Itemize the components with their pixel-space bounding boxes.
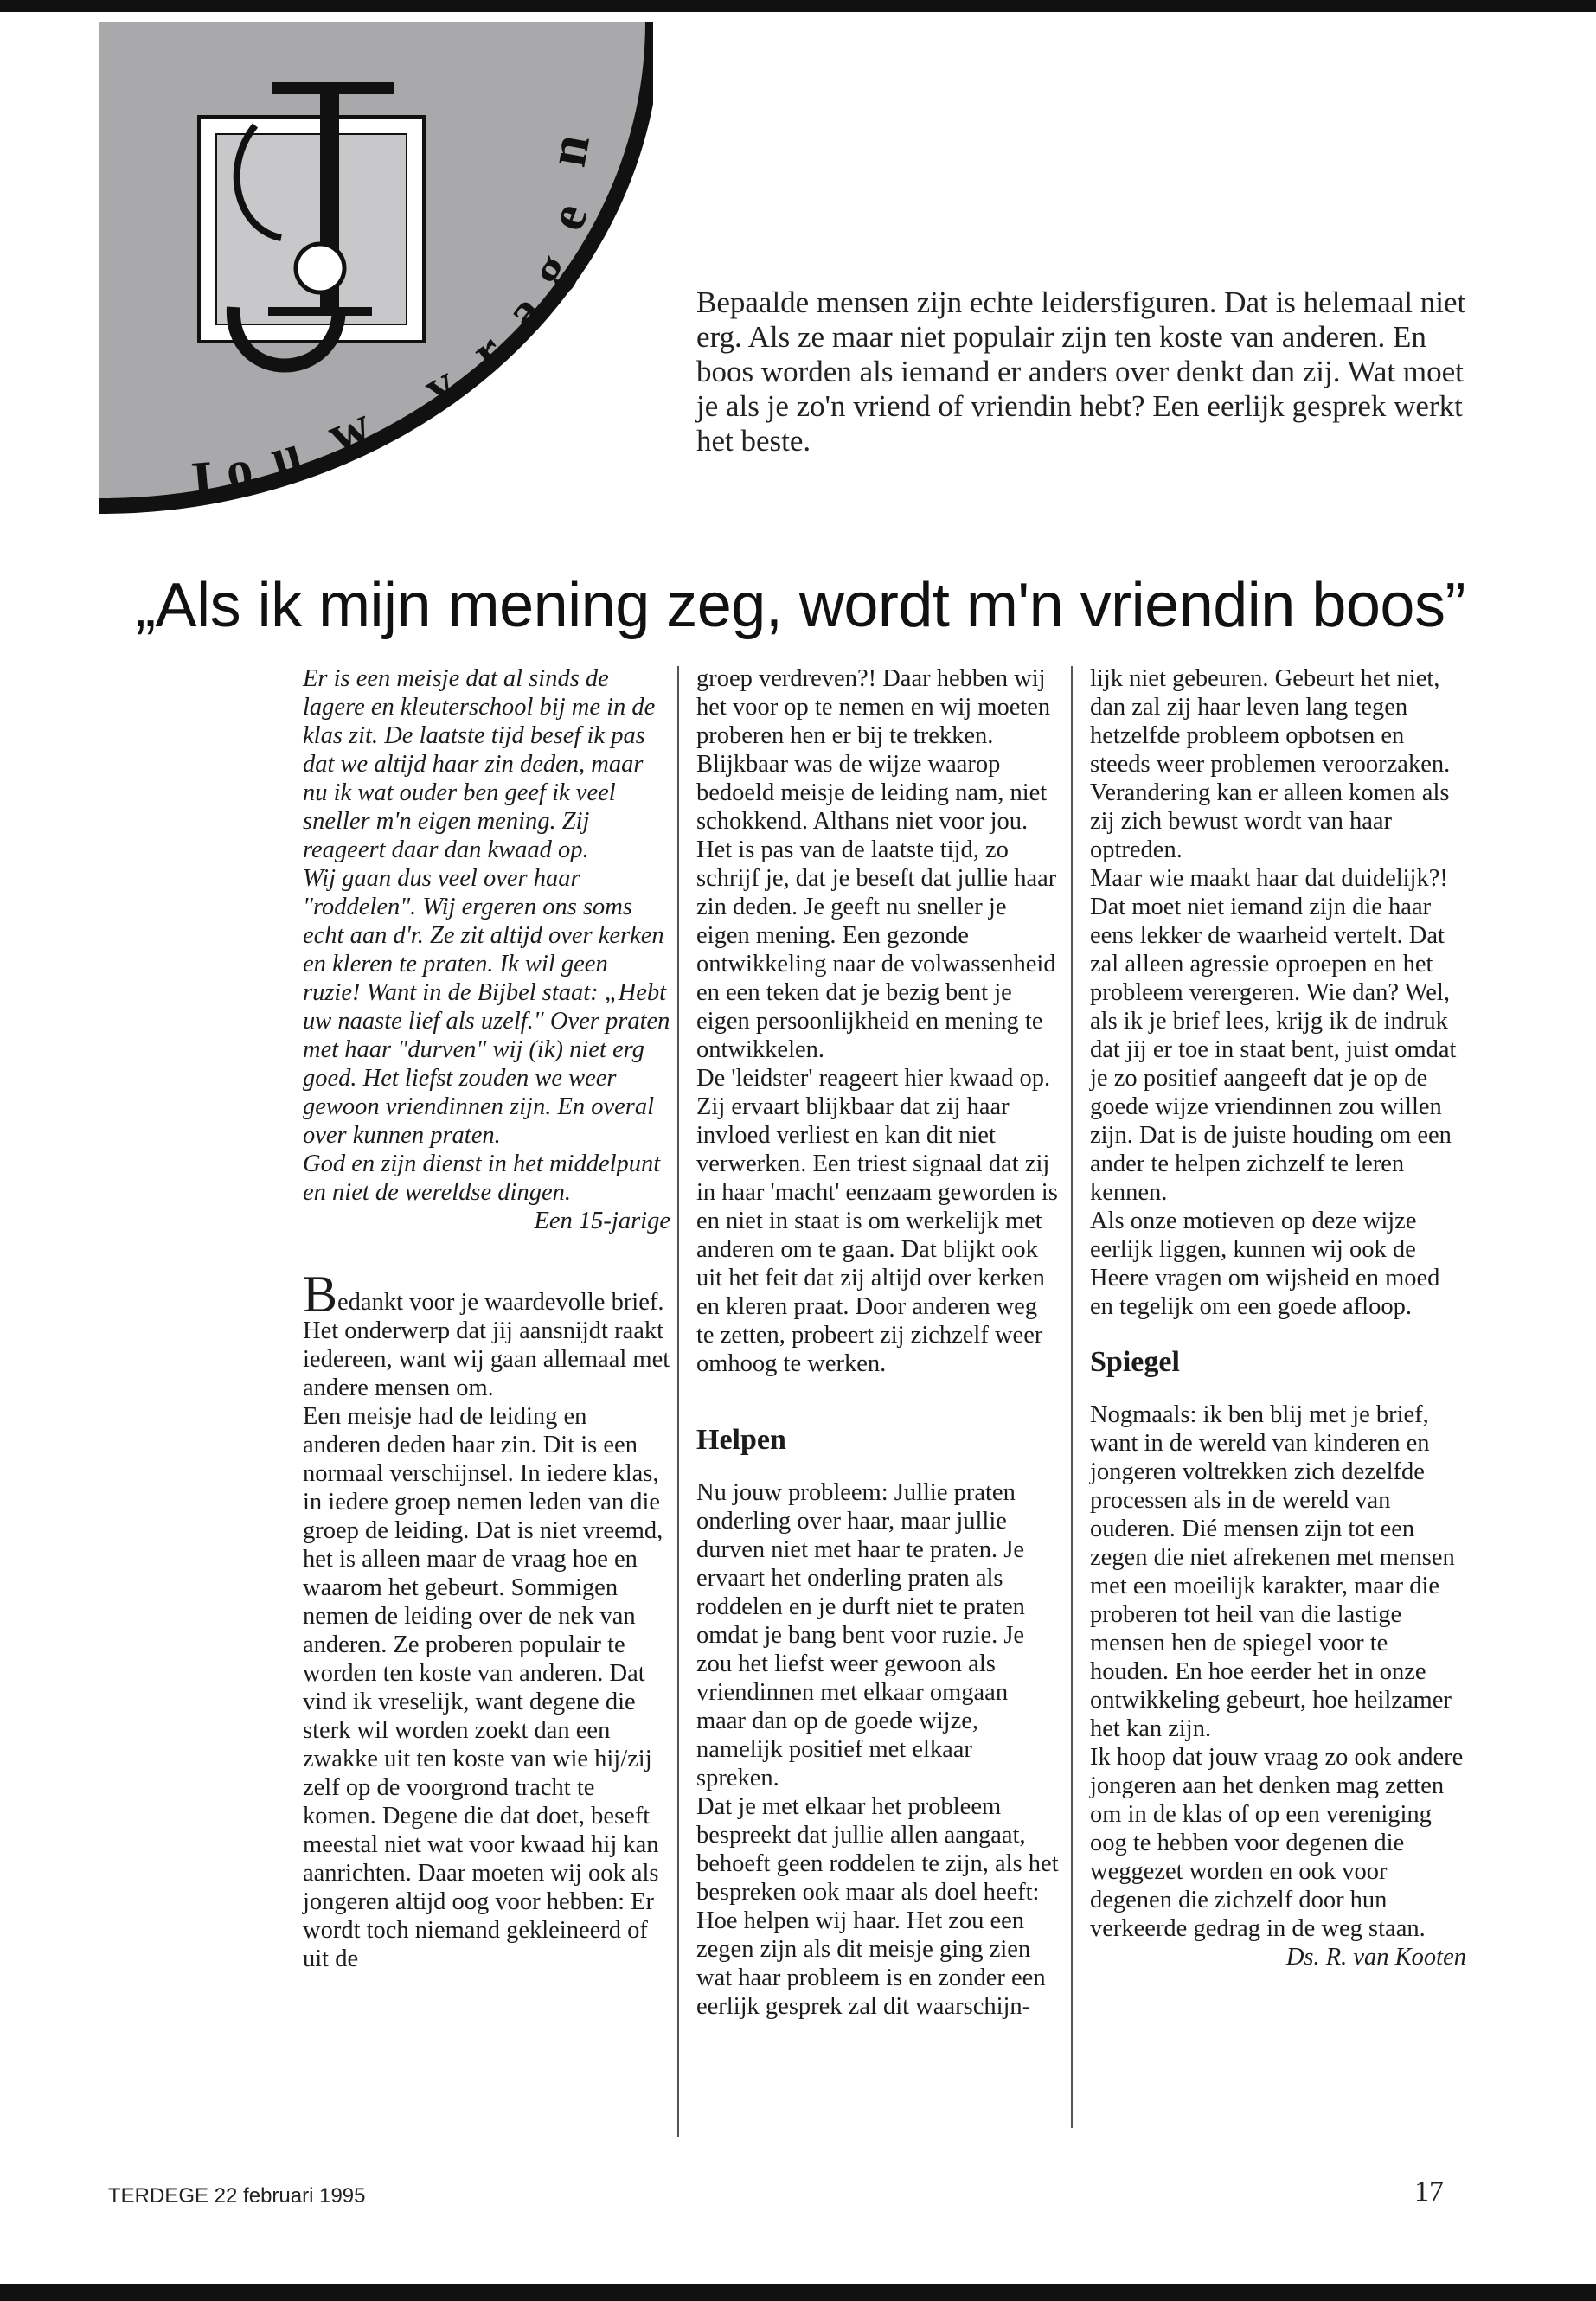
subheading-helpen: Helpen <box>696 1424 786 1456</box>
article-column-2 <box>696 664 1060 2021</box>
logo-word-letter: v <box>413 354 465 417</box>
page-number: 17 <box>1414 2176 1444 2208</box>
intro-text <box>696 285 1475 458</box>
answer-paragraph: Als onze motieven op deze wijze eerlijk liggen, kunnen wij ook de Heere vragen om wijsheid en moed en tegelijk om een goede afloop. <box>1090 1208 1440 1320</box>
logo-word-letter: o <box>221 439 257 500</box>
jouw-vragen-logo-graphic <box>99 22 653 541</box>
headline: „Als ik mijn mening zeg, wordt m'n vriendin boos” <box>135 571 1465 640</box>
jouw-vragen-logo <box>99 22 653 541</box>
answer-paragraph: Nu jouw probleem: Jullie praten onderling over haar, maar jullie durven niet met haar te praten. Je ervaart het onderling praten als roddelen en je durft niet te praten omdat je bang bent voor ruzie. Je zou het liefst weer gewoon als vriendinnen met elkaar omgaan maar dan op de goede wijze, namelijk positief met elkaar spreken. <box>696 1479 1025 1791</box>
logo-word-letter: a <box>493 283 554 341</box>
intro-paragraph: Bepaalde mensen zijn echte leidersfiguren. Dat is helemaal niet erg. Als ze maar niet populair zijn ten koste van anderen. En boos worden als iemand er anders over denkt dan zij. Wat moet je als je zo'n vriend of vriendin hebt? Een eerlijk gesprek werkt het beste. <box>696 285 1466 458</box>
logo-word-letter: n <box>535 130 601 171</box>
logo-word-letter: J <box>181 449 216 515</box>
answer-paragraph: Nogmaals: ik ben blij met je brief, want in de wereld van kinderen en jongeren voltrekken zich dezelfde processen als in de wereld van ouderen. Dié mensen zijn tot een zegen die niet afrekenen met mensen met een moeilijk karakter, maar die proberen tot heil van die lastige mensen hen de spiegel voor te houden. En hoe eerder het in onze ontwikkeling gebeurt, hoe heilzamer het kan zijn. <box>1090 1401 1455 1742</box>
answer-paragraph: Maar wie maakt haar dat duidelijk?! Dat moet niet iemand zijn die haar eens lekker de waarheid vertelt. Dat zal alleen agressie oproepen en het probleem verergeren. Wie dan? Wel, als ik je brief lees, krijg ik de indruk dat jij er toe in staat bent, juist omdat je zo positief aangeeft dat je op de goede wijze vriendinnen zou willen zijn. Dat is de juiste houding om een ander te helpen zichzelf te leren kennen. <box>1090 865 1457 1206</box>
bottom-edge-bar <box>0 2284 1596 2301</box>
answer-paragraph: Blijkbaar was de wijze waarop bedoeld meisje de leiding nam, niet schokkend. Althans niet voor jou. Het is pas van de laatste tijd, zo schrijf je, dat je beseft dat jullie haar zin deden. Je geeft nu sneller je eigen mening. Een gezonde ontwikkeling naar de volwassenheid en een teken dat je bezig bent je eigen persoonlijkheid en mening te ontwikkelen. <box>696 751 1057 1063</box>
logo-word-letter: g <box>519 243 581 296</box>
logo-word-letter: u <box>264 423 308 487</box>
article-column-1 <box>303 664 670 1973</box>
logo-word-letter: r <box>460 321 514 381</box>
article-column-3 <box>1090 664 1466 1971</box>
author-signature: Ds. R. van Kooten <box>1285 1944 1466 1971</box>
answer-first-paragraph-text: edankt voor je waardevolle brief. Het onderwerp dat jij aansnijdt raakt iedereen, want wij gaan allemaal met andere mensen om. <box>303 1289 670 1401</box>
footer-publication: TERDEGE 22 februari 1995 <box>108 2184 366 2208</box>
logo-word-letter: w <box>318 393 380 465</box>
answer-paragraph: groep verdreven?! Daar hebben wij het voor op te nemen en wij moeten proberen hen er bij te trekken. <box>696 665 1051 749</box>
letter-paragraph: Wij gaan dus veel over haar "roddelen". Wij ergeren ons soms echt aan d'r. Ze zit altijd over kerken en kleren te praten. Ik wil geen ruzie! Want in de Bijbel staat: „Hebt uw naaste lief als uzelf." Over praten met haar "durven" wij (ik) niet erg goed. Het liefst zouden we weer gewoon vriendinnen zijn. En overal over kunnen praten. <box>303 865 670 1149</box>
answer-paragraph: Ik hoop dat jouw vraag zo ook andere jongeren aan het denken mag zetten om in de klas of op een vereniging oog te hebben voor degenen die weggezet worden en ook voor degenen die zichzelf door hun verkeerde gedrag in de weg staan. <box>1090 1744 1464 1942</box>
answer-paragraph: Dat je met elkaar het probleem bespreekt dat jullie allen aangaat, behoeft geen roddelen te zijn, als het bespreken ook maar als doel heeft: Hoe helpen wij haar. Het zou een zegen zijn als dit meisje ging zien wat haar probleem is en zonder een eerlijk gesprek zal dit waarschijn- <box>696 1793 1059 2020</box>
letter-paragraph: Er is een meisje dat al sinds de lagere en kleuterschool bij me in de klas zit. De laatste tijd besef ik pas dat we altijd haar zin deden, maar nu ik wat ouder ben geef ik veel sneller m'n eigen mening. Zij reageert daar dan kwaad op. <box>303 665 656 863</box>
answer-paragraph: Een meisje had de leiding en anderen deden haar zin. Dit is een normaal verschijnsel. In iedere klas, in iedere groep nemen leden van die groep de leiding. Dat is niet vreemd, het is alleen maar de vraag hoe en waarom het gebeurt. Sommigen nemen de leiding over de nek van anderen. Ze proberen populair te worden ten koste van anderen. Dat vind ik vreselijk, want degene die sterk wil worden zoekt dan een zwakke uit ten koste van wie hij/zij zelf op de voorgrond tracht te komen. Degene die dat doet, beseft meestal niet wat voor kwaad hij kan aanrichten. Daar moeten wij ook als jongeren altijd oog voor hebben: Er wordt toch niemand gekleineerd of uit de <box>303 1403 663 1972</box>
reader-letter <box>303 664 670 1235</box>
answer-start <box>303 1266 670 1973</box>
logo-inner-square-fill <box>216 134 407 324</box>
top-edge-bar <box>0 0 1596 12</box>
letter-signature: Een 15-jarige <box>534 1208 670 1234</box>
answer-first-paragraph <box>303 1266 670 1402</box>
letter-paragraph: God en zijn dienst in het middelpunt en niet de wereldse dingen. <box>303 1150 661 1206</box>
answer-paragraph: lijk niet gebeuren. Gebeurt het niet, dan zal zij haar leven lang tegen hetzelfde probleem opbotsen en steeds weer problemen veroorzaken. Verandering kan er alleen komen als zij zich bewust wordt van haar optreden. <box>1090 665 1451 863</box>
column-divider <box>1071 666 1073 2128</box>
logo-word-letter: e <box>536 195 599 238</box>
drop-cap: B <box>303 1266 338 1323</box>
column-divider <box>677 666 679 2137</box>
answer-paragraph: De 'leidster' reageert hier kwaad op. Zij ervaart blijkbaar dat zij haar invloed verliest en kan dit niet verwerken. Een triest signaal dat zij in haar 'macht' eenzaam geworden is en niet in staat is om werkelijk met anderen om te gaan. Dat blijkt ook uit het feit dat zij altijd over kerken en kleren praat. Door anderen weg te zetten, probeert zij zichzelf weer omhoog te werken. <box>696 1065 1058 1377</box>
subheading-spiegel: Spiegel <box>1090 1346 1180 1378</box>
